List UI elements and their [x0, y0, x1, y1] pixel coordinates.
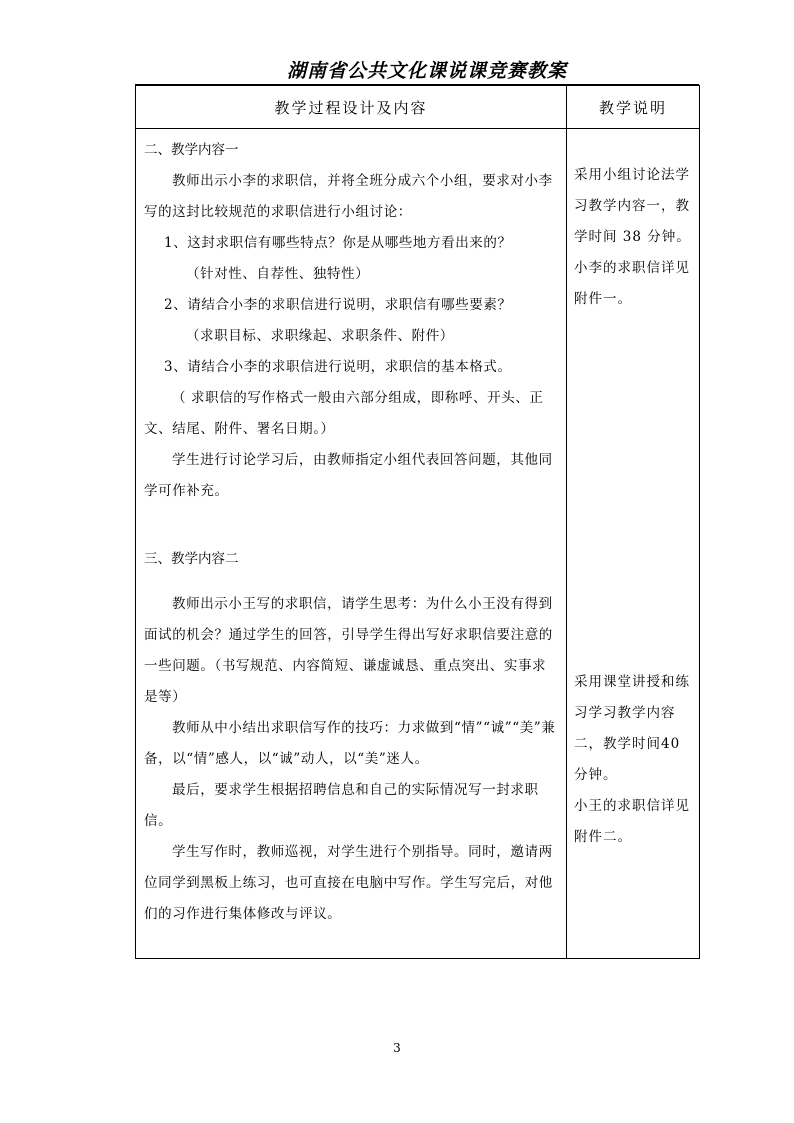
note-method-two: 采用课堂讲授和练习学习教学内容二，教学时间40分钟。	[574, 674, 690, 783]
teaching-notes-cell	[567, 129, 700, 959]
content-one-intro: 教师出示小李的求职信，并将全班分成六个小组，要求对小李写的这封比较规范的求职信进行小组讨论：	[144, 173, 553, 220]
page-number: 3	[393, 1041, 401, 1055]
answer-1: （针对性、自荐性、独特性）	[186, 266, 370, 282]
content-two-paragraph-1: 教师出示小王写的求职信，请学生思考：为什么小王没有得到面试的机会？通过学生的回答，引导学生得出写好求职信要注意的一些问题。（书写规范、内容简短、谦虚诚恳、重点突出、实事求是等）	[144, 596, 553, 705]
answer-3: （ 求职信的写作格式一般由六部分组成，即称呼、开头、正文、结尾、附件、署名日期。）	[144, 390, 544, 437]
document-header-title: 湖南省公共文化课说课竞赛教案	[286, 60, 567, 82]
note-method-one: 采用小组讨论法学习教学内容一，教学时间 38 分钟。	[574, 167, 691, 245]
section-heading-content-two: 三、教学内容二	[144, 551, 239, 567]
content-one-closing: 学生进行讨论学习后，由教师指定小组代表回答问题，其他同学可作补充。	[144, 452, 553, 499]
content-two-paragraph-4: 学生写作时，教师巡视，对学生进行个别指导。同时，邀请两位同学到黑板上练习，也可直接在电脑中写作。学生写完后，对他们的习作进行集体修改与评议。	[144, 844, 553, 922]
note-attachment-two: 小王的求职信详见附件二。	[574, 798, 690, 845]
note-attachment-one: 小李的求职信详见附件一。	[574, 260, 690, 307]
section-heading-content-one: 二、教学内容一	[144, 142, 239, 158]
column-header-main: 教学过程设计及内容	[136, 86, 567, 129]
question-3: 3、请结合小李的求职信进行说明，求职信的基本格式。	[164, 359, 512, 375]
answer-2: （求职目标、求职缘起、求职条件、附件）	[186, 328, 454, 344]
lesson-plan-table	[135, 85, 700, 959]
question-1: 1、这封求职信有哪些特点？你是从哪些地方看出来的？	[164, 235, 512, 251]
teaching-process-cell	[136, 129, 567, 959]
content-two-paragraph-2: 教师从中小结出求职信写作的技巧：力求做到“情”“诚”“美”兼备，以“情”感人，以“诚”动人，以“美”迷人。	[144, 720, 556, 767]
content-two-paragraph-3: 最后，要求学生根据招聘信息和自己的实际情况写一封求职信。	[144, 782, 539, 829]
column-header-notes: 教学说明	[567, 86, 700, 129]
question-2: 2、请结合小李的求职信进行说明，求职信有哪些要素？	[164, 297, 512, 313]
